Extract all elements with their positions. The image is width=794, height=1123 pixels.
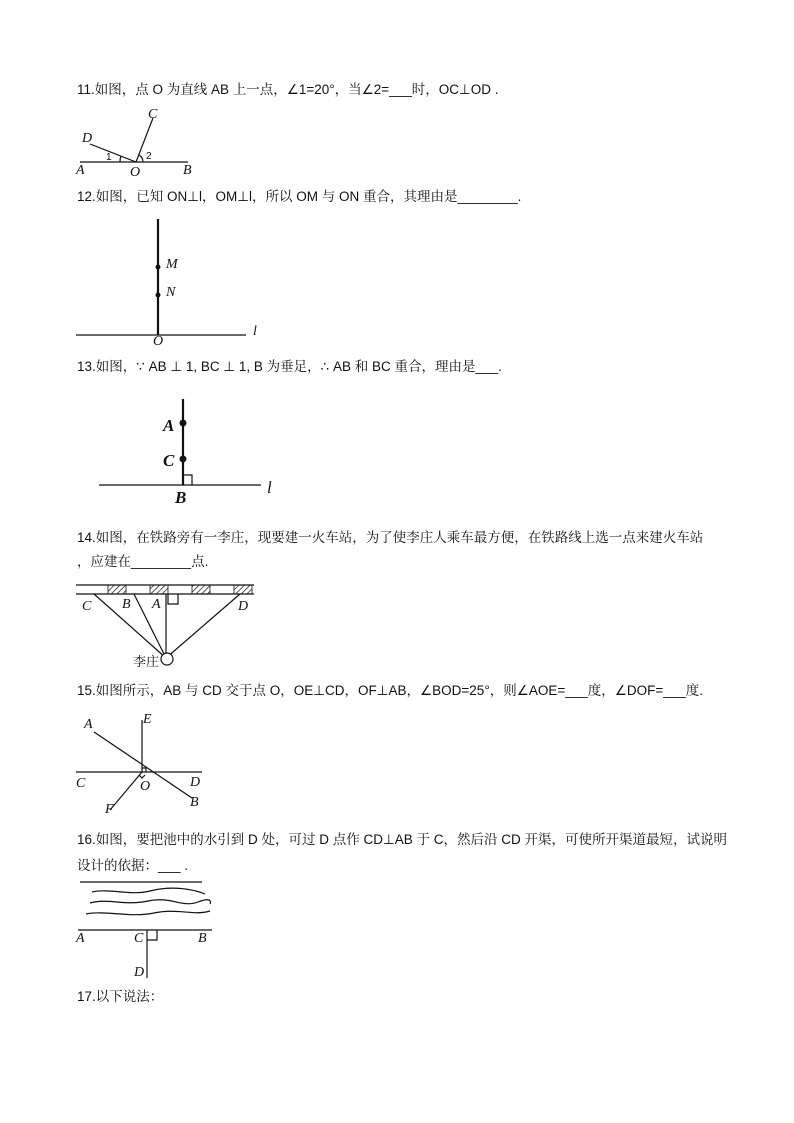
label-D: D xyxy=(190,775,201,790)
water-ripple xyxy=(90,900,210,904)
question-16-text-cont: 设计的依据：___ . xyxy=(77,858,189,873)
label-village: 李庄 xyxy=(133,655,160,670)
question-13-text: 13.如图，∵ AB ⊥ 1, BC ⊥ 1, B 为垂足，∴ AB 和 BC 重合，理由是___. xyxy=(77,359,502,374)
question-15-text: 15.如图所示，AB 与 CD 交于点 O，OE⊥CD，OF⊥AB，∠BOD=25°，则∠AOE=___度，∠DOF=___度. xyxy=(77,683,703,698)
label-angle-2: 2 xyxy=(146,151,152,162)
label-C: C xyxy=(163,451,175,470)
question-11-text: 11.如图，点 O 为直线 AB 上一点，∠1=20°，当∠2=___时，OC⊥OD . xyxy=(77,82,499,97)
label-D: D xyxy=(134,965,145,980)
question-17-text: 17.以下说法： xyxy=(77,989,164,1004)
label-B: B xyxy=(198,931,207,946)
figure-11 xyxy=(70,104,200,180)
figure-16 xyxy=(70,878,230,983)
label-A: A xyxy=(163,416,175,435)
label-E: E xyxy=(143,712,152,727)
question-14-text: 14.如图，在铁路旁有一李庄，现要建一火车站，为了使李庄人乘车最方便，在铁路线上选一点来建火车站 xyxy=(77,530,704,545)
point-N xyxy=(156,293,161,298)
label-A: A xyxy=(152,597,161,612)
label-F: F xyxy=(105,802,114,817)
figure-12 xyxy=(70,215,270,350)
rail-tie xyxy=(234,585,252,594)
water-ripple xyxy=(92,888,205,894)
label-l: l xyxy=(267,478,272,497)
question-12-text: 12.如图，已知 ON⊥l，OM⊥l，所以 OM 与 ON 重合，其理由是________. xyxy=(77,189,522,204)
label-D: D xyxy=(238,599,249,614)
label-C: C xyxy=(134,931,144,946)
label-O: O xyxy=(140,779,151,794)
label-O: O xyxy=(130,165,141,180)
label-A: A xyxy=(76,931,85,946)
label-angle-1: 1 xyxy=(106,152,112,163)
question-16-text: 16.如图，要把池中的水引到 D 处，可过 D 点作 CD⊥AB 于 C，然后沿 CD 开渠，可使所开渠道最短，试说明 xyxy=(77,832,728,847)
figure-14 xyxy=(70,578,270,678)
label-B: B xyxy=(190,795,199,810)
label-D: D xyxy=(82,131,93,146)
rail-tie xyxy=(150,585,168,594)
label-O: O xyxy=(153,334,164,349)
figure-13 xyxy=(95,385,285,510)
label-B: B xyxy=(183,163,192,178)
label-A: A xyxy=(76,163,85,178)
point-A xyxy=(180,420,187,427)
figure-15 xyxy=(70,708,220,817)
label-M: M xyxy=(166,257,178,272)
question-14-text-cont: ，应建在________点. xyxy=(77,554,209,569)
label-C: C xyxy=(82,599,92,614)
rail-tie xyxy=(192,585,210,594)
label-B: B xyxy=(122,597,131,612)
label-C: C xyxy=(148,107,158,122)
point-M xyxy=(156,265,161,270)
label-A: A xyxy=(84,717,93,732)
label-N: N xyxy=(166,285,176,300)
rail-tie xyxy=(108,585,126,594)
label-B: B xyxy=(175,488,187,507)
label-l: l xyxy=(253,324,257,339)
village-marker xyxy=(161,653,173,665)
point-C xyxy=(180,456,187,463)
water-ripple xyxy=(86,911,210,915)
label-C: C xyxy=(76,776,86,791)
